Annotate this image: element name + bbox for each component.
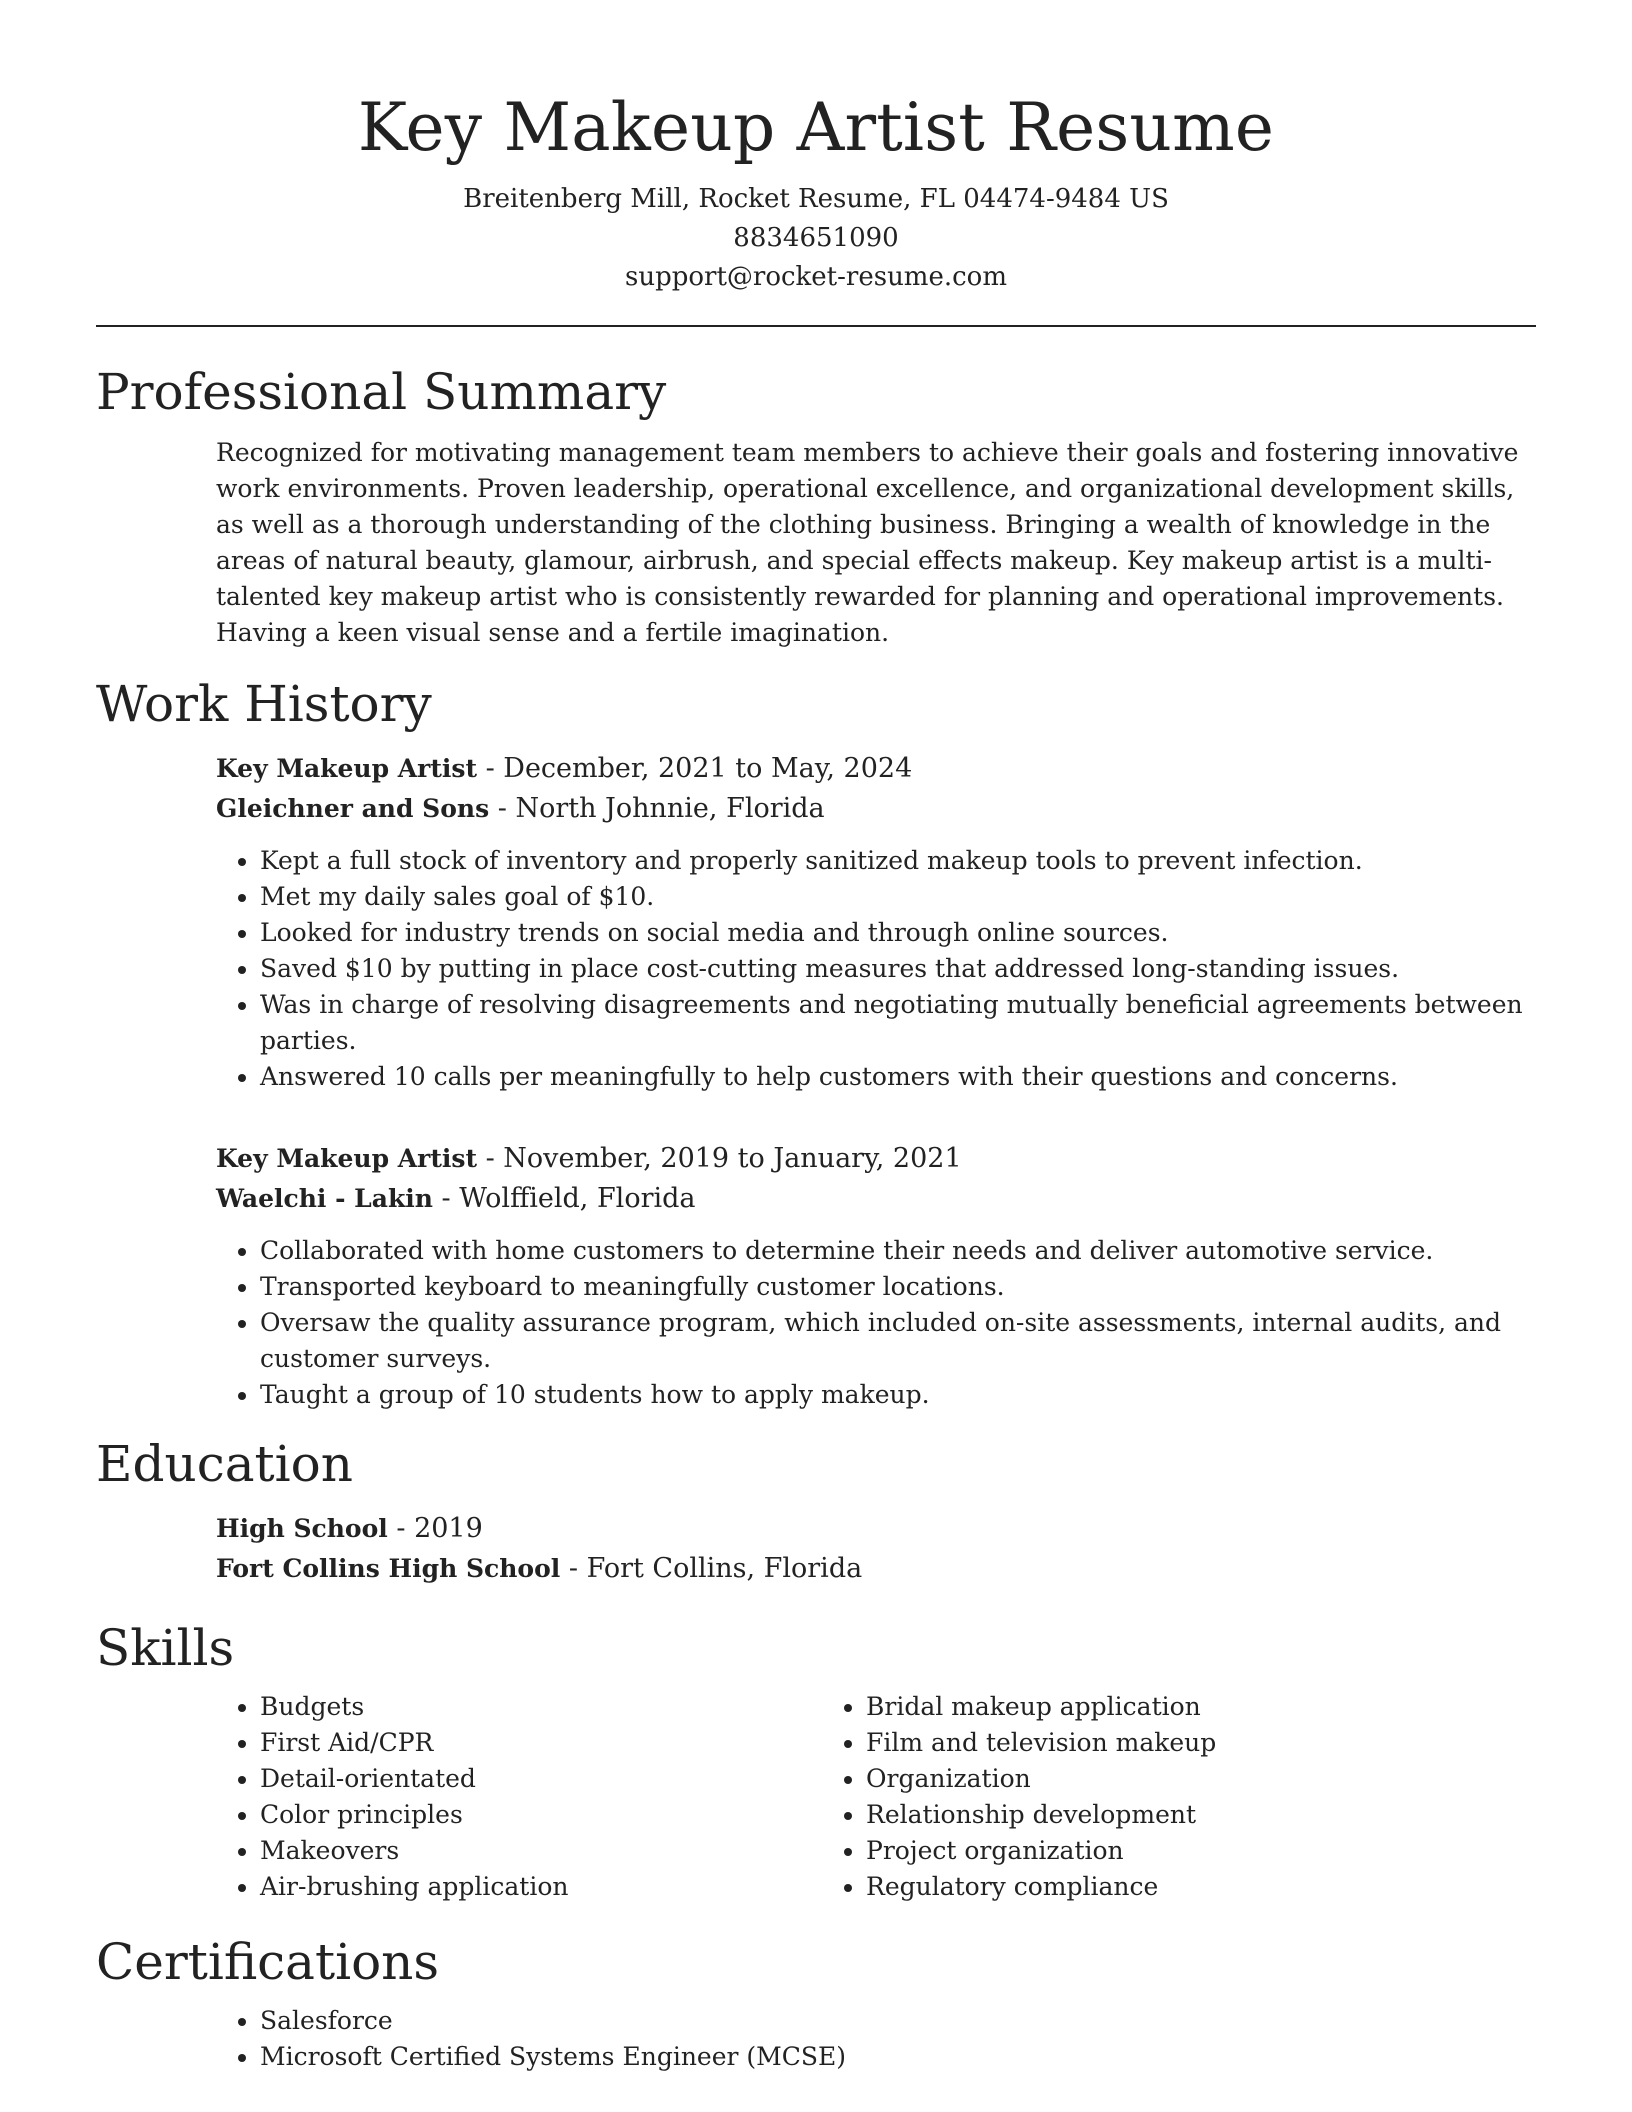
job-location: - Wolffield, Florida — [432, 1183, 696, 1214]
job-entry — [216, 1139, 1536, 1413]
job-duty-item: • Looked for industry trends on social media and through online sources. — [260, 915, 1536, 951]
skills-body — [96, 1689, 1536, 1905]
contact-address: Breitenberg Mill, Rocket Resume, FL 04474-9484 US — [463, 184, 1169, 214]
skill-item: • Regulatory compliance — [866, 1869, 1428, 1905]
job-duty-item: • Met my daily sales goal of $10. — [260, 879, 1536, 915]
job-duties — [216, 843, 1536, 1095]
job-duty-item: • Was in charge of resolving disagreements and negotiating mutually beneficial agreements between parties. — [260, 987, 1536, 1059]
education-school: Fort Collins High School — [216, 1554, 561, 1583]
summary-text: Recognized for motivating management team members to achieve their goals and fostering innovative work environments. Proven leadership, operational excellence, and organizational development skills, as well as a thorough understanding of the clothing business. Bringing a wealth of knowledge in the areas of natural beauty, glamour, airbrush, and special effects makeup. Key makeup artist is a multi-talented key makeup artist who is consistently rewarded for planning and operational improvements. Having a keen visual sense and a fertile imagination. — [216, 438, 1519, 647]
education-year: - 2019 — [387, 1513, 483, 1544]
education-school-line — [216, 1549, 1536, 1589]
skill-item: • Detail-orientated — [260, 1761, 822, 1797]
job-company-line — [216, 1179, 1536, 1219]
job-title-line — [216, 1139, 1536, 1179]
certifications-heading: Certifications — [96, 1933, 440, 1991]
job-duty-item: • Taught a group of 10 students how to apply makeup. — [260, 1377, 1536, 1413]
education-section — [96, 1433, 1536, 1589]
education-body — [96, 1509, 1536, 1589]
job-duty-item: • Collaborated with home customers to determine their needs and deliver automotive service. — [260, 1233, 1536, 1269]
job-title: Key Makeup Artist — [216, 754, 478, 783]
skill-item: • Film and television makeup — [866, 1725, 1428, 1761]
work-history-body — [96, 749, 1536, 1413]
contact-email: support@rocket-resume.com — [624, 262, 1007, 292]
job-duty-item: • Answered 10 calls per meaningfully to help customers with their questions and concerns. — [260, 1059, 1536, 1095]
summary-heading: Professional Summary — [96, 363, 667, 421]
job-title: Key Makeup Artist — [216, 1144, 478, 1173]
certification-item: • Salesforce — [260, 2003, 1536, 2039]
skills-section — [96, 1617, 1536, 1905]
job-dates: - December, 2021 to May, 2024 — [477, 753, 913, 784]
job-duty-item: • Saved $10 by putting in place cost-cutting measures that addressed long-standing issues. — [260, 951, 1536, 987]
contact-phone: 8834651090 — [733, 223, 899, 253]
job-duty-item: • Oversaw the quality assurance program, which included on-site assessments, internal audits, and customer surveys. — [260, 1305, 1536, 1377]
skill-item: • Project organization — [866, 1833, 1428, 1869]
skill-item: • Air-brushing application — [260, 1869, 822, 1905]
job-dates: - November, 2019 to January, 2021 — [477, 1143, 962, 1174]
work-history-section — [96, 673, 1536, 1413]
certifications-list — [216, 2003, 1536, 2075]
education-location: - Fort Collins, Florida — [560, 1553, 863, 1584]
skill-item: • Bridal makeup application — [866, 1689, 1428, 1725]
header-divider — [96, 325, 1536, 327]
job-company-line — [216, 789, 1536, 829]
contact-block — [96, 180, 1536, 297]
certification-item: • Microsoft Certified Systems Engineer (MCSE) — [260, 2039, 1536, 2075]
summary-section — [96, 361, 1536, 651]
education-degree-line — [216, 1509, 1536, 1549]
skill-item: • Budgets — [260, 1689, 822, 1725]
job-location: - North Johnnie, Florida — [489, 793, 825, 824]
certifications-body — [96, 2003, 1536, 2075]
skill-item: • Color principles — [260, 1797, 822, 1833]
skill-item: • Makeovers — [260, 1833, 822, 1869]
certifications-section — [96, 1931, 1536, 2075]
job-duty-item: • Transported keyboard to meaningfully customer locations. — [260, 1269, 1536, 1305]
skill-item: • Organization — [866, 1761, 1428, 1797]
work-history-heading: Work History — [96, 675, 432, 733]
education-degree: High School — [216, 1514, 388, 1543]
resume-header — [96, 0, 1536, 297]
skills-list-right — [822, 1689, 1428, 1905]
job-company: Waelchi - Lakin — [216, 1184, 433, 1213]
education-heading: Education — [96, 1435, 353, 1493]
skills-heading: Skills — [96, 1619, 235, 1677]
skills-grid — [216, 1689, 1536, 1905]
job-title-line — [216, 749, 1536, 789]
page-title: Key Makeup Artist Resume — [357, 89, 1275, 166]
job-duties — [216, 1233, 1536, 1413]
skill-item: • First Aid/CPR — [260, 1725, 822, 1761]
skill-item: • Relationship development — [866, 1797, 1428, 1833]
job-duty-item: • Kept a full stock of inventory and properly sanitized makeup tools to prevent infection. — [260, 843, 1536, 879]
job-entry — [216, 749, 1536, 1095]
job-company: Gleichner and Sons — [216, 794, 490, 823]
skills-list-left — [216, 1689, 822, 1905]
